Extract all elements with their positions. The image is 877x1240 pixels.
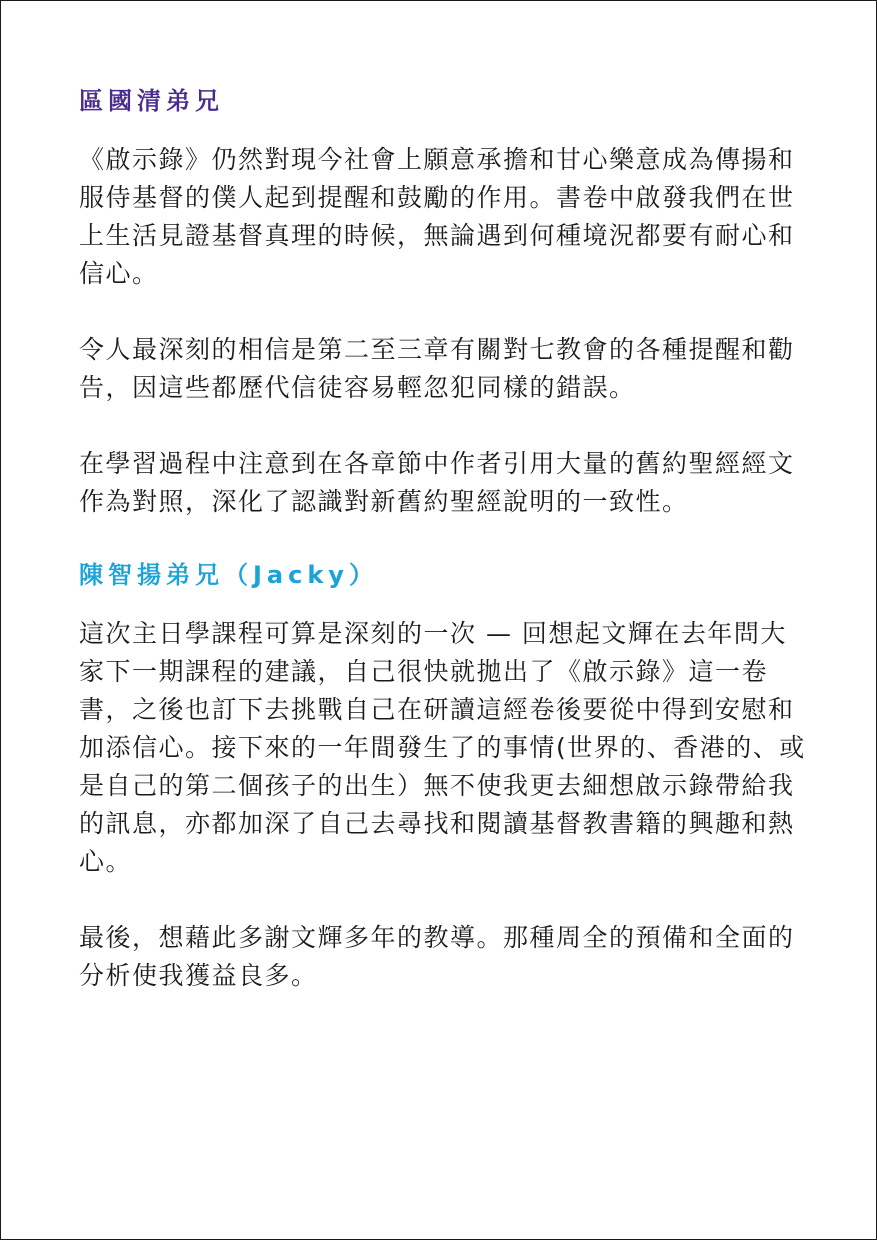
page-content <box>79 81 809 995</box>
section-heading-2: 陳智揚弟兄（Jacky） <box>79 561 378 589</box>
paragraph: 《啟示錄》仍然對現今社會上願意承擔和甘心樂意成為傳揚和服侍基督的僕人起到提醒和鼓勵的作用。書卷中啟發我們在世上生活見證基督真理的時候，無論遇到何種境況都要有耐心和信心。 <box>79 145 795 288</box>
paragraph: 這次主日學課程可算是深刻的一次 — 回想起文輝在去年問大家下一期課程的建議，自己很快就拋出了《啟示錄》這一卷書，之後也訂下去挑戰自己在研讀這經卷後要從中得到安慰和加添信心。接下來的一年間發生了的事情(世界的、香港的、或是自己的第二個孩子的出生）無不使我更去細想啟示錄帶給我的訊息，亦都加深了自己去尋找和閱讀基督教書籍的興趣和熱心。 <box>79 619 806 876</box>
testimony-section-1 <box>79 81 809 521</box>
testimony-section-2 <box>79 555 809 995</box>
paragraph: 在學習過程中注意到在各章節中作者引用大量的舊約聖經經文作為對照，深化了認識對新舊約聖經說明的一致性。 <box>79 449 795 516</box>
section-heading-1: 區國清弟兄 <box>79 87 224 115</box>
paragraph: 令人最深刻的相信是第二至三章有關對七教會的各種提醒和勸告，因這些都歷代信徒容易輕忽犯同樣的錯誤。 <box>79 335 795 402</box>
paragraph: 最後，想藉此多謝文輝多年的教導。那種周全的預備和全面的分析使我獲益良多。 <box>79 923 795 990</box>
